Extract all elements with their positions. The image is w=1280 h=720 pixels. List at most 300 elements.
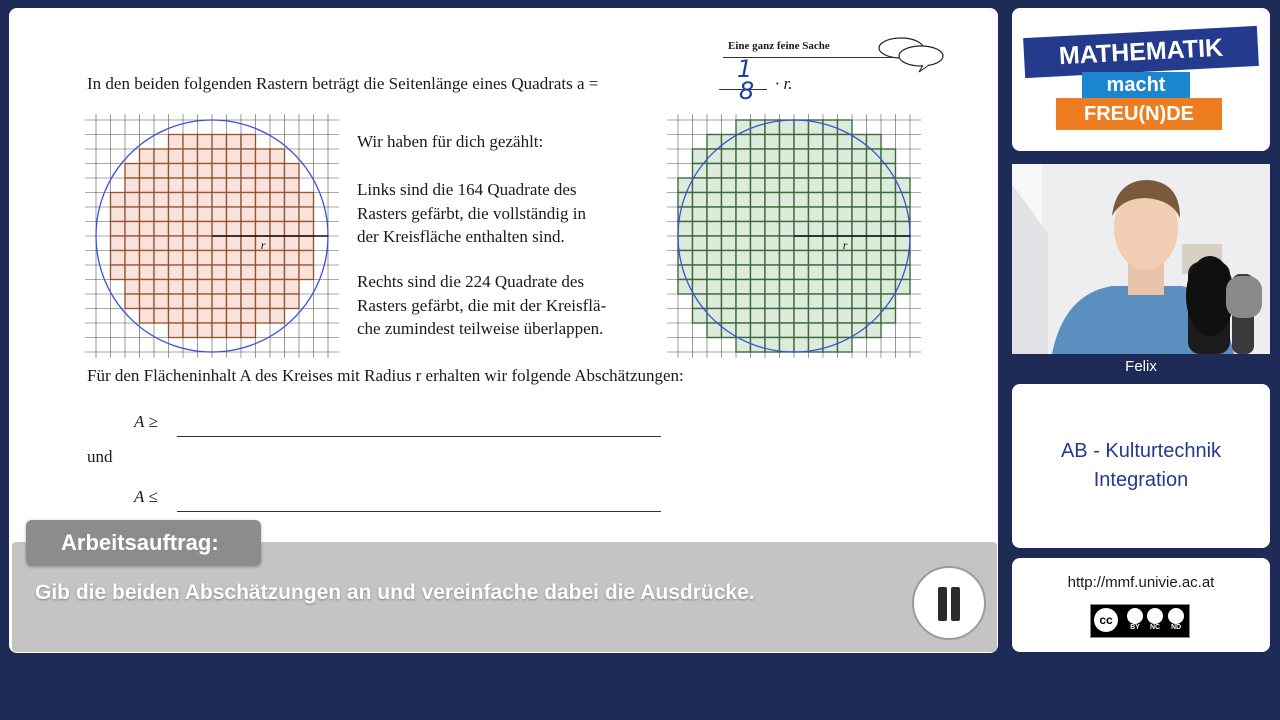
colored-square (241, 294, 256, 309)
noncommercial-icon (1147, 608, 1163, 624)
colored-square (256, 207, 271, 222)
colored-square (852, 236, 867, 251)
colored-square (241, 178, 256, 193)
colored-square (212, 309, 227, 324)
colored-square (722, 149, 737, 164)
colored-square (780, 164, 795, 179)
colored-square (838, 149, 853, 164)
license-term-nc: NC (1146, 608, 1164, 631)
colored-square (823, 164, 838, 179)
colored-square (838, 294, 853, 309)
colored-square (198, 323, 213, 338)
colored-square (154, 178, 169, 193)
colored-square (212, 222, 227, 237)
colored-square (881, 251, 896, 266)
colored-square (707, 164, 722, 179)
colored-square (183, 207, 198, 222)
colored-square (140, 149, 155, 164)
logo-freunde: FREU(N)DE (1056, 98, 1222, 130)
colored-square (125, 236, 140, 251)
colored-square (125, 207, 140, 222)
colored-square (256, 280, 271, 295)
colored-square (736, 164, 751, 179)
colored-square (198, 280, 213, 295)
colored-square (765, 265, 780, 280)
colored-square (794, 149, 809, 164)
colored-square (169, 178, 184, 193)
colored-square (780, 338, 795, 353)
colored-square (693, 207, 708, 222)
colored-square (270, 222, 285, 237)
pause-icon (938, 587, 947, 621)
colored-square (285, 193, 300, 208)
colored-square (270, 251, 285, 266)
colored-square (270, 193, 285, 208)
colored-square (780, 251, 795, 266)
colored-square (722, 294, 737, 309)
colored-square (867, 207, 882, 222)
colored-square (722, 265, 737, 280)
colored-square (707, 236, 722, 251)
colored-square (809, 309, 824, 324)
colored-square (780, 222, 795, 237)
presenter-video (1012, 164, 1270, 354)
colored-square (809, 294, 824, 309)
colored-square (751, 135, 766, 150)
colored-square (809, 178, 824, 193)
colored-square (212, 193, 227, 208)
colored-square (140, 193, 155, 208)
colored-square (140, 236, 155, 251)
colored-square (183, 294, 198, 309)
colored-square (736, 149, 751, 164)
colored-square (693, 236, 708, 251)
colored-square (227, 164, 242, 179)
colored-square (765, 323, 780, 338)
colored-square (270, 164, 285, 179)
colored-square (794, 120, 809, 135)
task-text: Gib die beiden Abschätzungen an und vereinfache dabei die Ausdrücke. (35, 581, 755, 604)
colored-square (212, 280, 227, 295)
colored-square (809, 280, 824, 295)
colored-square (125, 280, 140, 295)
colored-square (256, 309, 271, 324)
colored-square (823, 193, 838, 208)
colored-square (241, 236, 256, 251)
colored-square (867, 265, 882, 280)
colored-square (751, 265, 766, 280)
colored-square (852, 280, 867, 295)
colored-square (722, 251, 737, 266)
colored-square (794, 338, 809, 353)
lower-bound-answer-line[interactable] (177, 436, 661, 437)
colored-square (867, 236, 882, 251)
colored-square (299, 236, 314, 251)
colored-square (823, 207, 838, 222)
colored-square (794, 207, 809, 222)
colored-square (867, 251, 882, 266)
title-line-2: Integration (1093, 469, 1189, 491)
colored-square (140, 309, 155, 324)
colored-square (212, 149, 227, 164)
colored-square (751, 207, 766, 222)
colored-square (183, 164, 198, 179)
presenter-image (1012, 164, 1270, 354)
colored-square (722, 280, 737, 295)
colored-square (169, 207, 184, 222)
colored-square (198, 193, 213, 208)
colored-square (751, 149, 766, 164)
colored-square (241, 323, 256, 338)
colored-square (838, 178, 853, 193)
colored-square (809, 135, 824, 150)
colored-square (227, 193, 242, 208)
colored-square (125, 265, 140, 280)
colored-square (809, 207, 824, 222)
colored-square (852, 149, 867, 164)
colored-square (154, 149, 169, 164)
colored-square (809, 149, 824, 164)
colored-square (198, 164, 213, 179)
task-label: Arbeitsauftrag: (26, 520, 261, 566)
colored-square (198, 265, 213, 280)
colored-square (736, 309, 751, 324)
colored-square (693, 280, 708, 295)
colored-square (794, 164, 809, 179)
colored-square (183, 251, 198, 266)
colored-square (780, 120, 795, 135)
colored-square (183, 236, 198, 251)
colored-square (809, 222, 824, 237)
colored-square (183, 323, 198, 338)
colored-square (169, 236, 184, 251)
colored-square (823, 294, 838, 309)
fraction (715, 55, 771, 105)
colored-square (896, 222, 911, 237)
colored-square (154, 309, 169, 324)
connector-text: und (87, 447, 113, 466)
colored-square (154, 193, 169, 208)
colored-square (154, 265, 169, 280)
colored-square (794, 236, 809, 251)
colored-square (780, 207, 795, 222)
colored-square (707, 207, 722, 222)
colored-square (169, 309, 184, 324)
colored-square (241, 265, 256, 280)
colored-square (212, 164, 227, 179)
logo-mathematik: MATHEMATIK (1023, 26, 1259, 78)
colored-square (823, 251, 838, 266)
colored-square (867, 164, 882, 179)
colored-square (809, 164, 824, 179)
colored-square (736, 222, 751, 237)
logo-macht: macht (1082, 72, 1190, 99)
colored-square (285, 236, 300, 251)
colored-square (270, 236, 285, 251)
colored-square (270, 207, 285, 222)
colored-square (227, 135, 242, 150)
colored-square (227, 294, 242, 309)
colored-square (881, 222, 896, 237)
colored-square (256, 222, 271, 237)
upper-bound-answer-line[interactable] (177, 511, 661, 512)
colored-square (751, 280, 766, 295)
colored-square (693, 178, 708, 193)
colored-square (722, 236, 737, 251)
cc-icon: cc (1094, 608, 1118, 632)
colored-square (198, 236, 213, 251)
colored-square (270, 265, 285, 280)
colored-square (169, 193, 184, 208)
right-paragraph-line: che zumindest teilweise überlappen. (357, 319, 604, 338)
colored-square (270, 309, 285, 324)
colored-square (809, 193, 824, 208)
counted-heading: Wir haben für dich gezählt: (357, 132, 544, 151)
colored-square (852, 222, 867, 237)
colored-square (227, 251, 242, 266)
colored-square (111, 207, 126, 222)
title-line-1: AB - Kulturtechnik (1060, 440, 1222, 462)
colored-square (241, 207, 256, 222)
colored-square (852, 309, 867, 324)
colored-square (299, 222, 314, 237)
intro-suffix: · r. (775, 74, 793, 93)
colored-square (780, 265, 795, 280)
colored-square (736, 207, 751, 222)
right-paragraph (357, 270, 649, 341)
equals-icon (1168, 608, 1184, 624)
colored-square (736, 265, 751, 280)
colored-square (736, 323, 751, 338)
colored-square (198, 251, 213, 266)
colored-square (736, 236, 751, 251)
colored-square (823, 309, 838, 324)
left-paragraph-line: der Kreisfläche enthalten sind. (357, 227, 565, 246)
right-paragraph-line: Rasters gefärbt, die mit der Kreisflä- (357, 295, 607, 315)
colored-square (169, 251, 184, 266)
colored-square (765, 222, 780, 237)
colored-square (722, 222, 737, 237)
colored-square (140, 280, 155, 295)
colored-square (867, 280, 882, 295)
colored-square (751, 251, 766, 266)
colored-square (154, 164, 169, 179)
left-paragraph-line: Links sind die 164 Quadrate des (357, 180, 577, 199)
cc-license-badge (1090, 604, 1190, 638)
colored-square (707, 222, 722, 237)
colored-square (212, 135, 227, 150)
colored-square (867, 222, 882, 237)
colored-square (707, 294, 722, 309)
radius-label: r (842, 238, 848, 252)
colored-square (212, 323, 227, 338)
title-card (1012, 384, 1270, 548)
colored-square (780, 323, 795, 338)
colored-square (285, 280, 300, 295)
colored-square (111, 251, 126, 266)
colored-square (867, 193, 882, 208)
colored-square (751, 222, 766, 237)
colored-square (169, 280, 184, 295)
colored-square (838, 222, 853, 237)
colored-square (780, 149, 795, 164)
colored-square (154, 251, 169, 266)
colored-square (794, 135, 809, 150)
person-icon (1127, 608, 1143, 624)
estimate-sentence: Für den Flächeninhalt A des Kreises mit Radius r erhalten wir folgende Abschätzungen: (87, 366, 684, 385)
colored-square (838, 280, 853, 295)
colored-square (794, 251, 809, 266)
colored-square (241, 280, 256, 295)
colored-square (241, 149, 256, 164)
colored-square (765, 164, 780, 179)
colored-square (270, 178, 285, 193)
colored-square (852, 193, 867, 208)
colored-square (780, 178, 795, 193)
fraction-denominator: 8 (739, 77, 755, 105)
inner-squares-figure (85, 114, 339, 358)
colored-square (169, 265, 184, 280)
colored-square (852, 164, 867, 179)
speech-bubbles-icon (873, 34, 953, 74)
colored-square (809, 251, 824, 266)
fraction-numerator: 1 (737, 55, 753, 83)
colored-square (183, 149, 198, 164)
colored-square (285, 222, 300, 237)
colored-square (111, 193, 126, 208)
colored-square (125, 251, 140, 266)
colored-square (722, 309, 737, 324)
colored-square (154, 236, 169, 251)
colored-square (794, 178, 809, 193)
colored-square (838, 323, 853, 338)
colored-square (765, 309, 780, 324)
colored-square (765, 178, 780, 193)
colored-square (256, 178, 271, 193)
colored-square (780, 193, 795, 208)
colored-square (285, 178, 300, 193)
colored-square (270, 280, 285, 295)
colored-square (780, 294, 795, 309)
colored-square (809, 323, 824, 338)
colored-square (154, 280, 169, 295)
colored-square (823, 265, 838, 280)
colored-square (780, 280, 795, 295)
colored-square (838, 207, 853, 222)
colored-square (285, 251, 300, 266)
colored-square (823, 280, 838, 295)
colored-square (838, 164, 853, 179)
intro-text: In den beiden folgenden Rastern beträgt die Seitenlänge eines Quadrats a = (87, 74, 599, 93)
colored-square (125, 294, 140, 309)
colored-square (751, 294, 766, 309)
colored-square (140, 294, 155, 309)
colored-square (241, 251, 256, 266)
colored-square (299, 193, 314, 208)
colored-square (765, 193, 780, 208)
colored-square (765, 294, 780, 309)
colored-square (852, 207, 867, 222)
colored-square (125, 164, 140, 179)
colored-square (227, 309, 242, 324)
colored-square (736, 280, 751, 295)
colored-square (867, 178, 882, 193)
colored-square (140, 222, 155, 237)
colored-square (751, 323, 766, 338)
colored-square (241, 309, 256, 324)
colored-square (241, 222, 256, 237)
colored-square (736, 135, 751, 150)
colored-square (794, 309, 809, 324)
lower-bound-label: A ≥ (134, 412, 158, 431)
colored-square (765, 236, 780, 251)
colored-square (140, 251, 155, 266)
colored-square (838, 251, 853, 266)
website-url[interactable]: http://mmf.univie.ac.at (1067, 574, 1215, 591)
colored-square (198, 309, 213, 324)
colored-square (198, 178, 213, 193)
colored-square (809, 265, 824, 280)
colored-square (169, 164, 184, 179)
colored-square (198, 135, 213, 150)
colored-square (125, 178, 140, 193)
colored-square (823, 135, 838, 150)
pause-button[interactable] (912, 566, 986, 640)
colored-square (256, 265, 271, 280)
colored-square (111, 222, 126, 237)
pause-icon (951, 587, 960, 621)
colored-square (809, 236, 824, 251)
left-paragraph-line: Rasters gefärbt, die vollständig in (357, 203, 586, 223)
colored-square (241, 135, 256, 150)
colored-square (838, 309, 853, 324)
colored-square (838, 193, 853, 208)
colored-square (751, 164, 766, 179)
colored-square (765, 280, 780, 295)
colored-square (154, 222, 169, 237)
colored-square (169, 294, 184, 309)
colored-square (693, 251, 708, 266)
colored-square (227, 280, 242, 295)
colored-square (256, 193, 271, 208)
radius-label: r (260, 238, 266, 252)
presenter-name: Felix (1125, 358, 1157, 375)
colored-square (183, 222, 198, 237)
colored-square (881, 280, 896, 295)
colored-square (751, 193, 766, 208)
upper-bound-label: A ≤ (134, 487, 158, 506)
handwritten-note: Eine ganz feine Sache (728, 40, 830, 52)
colored-square (751, 236, 766, 251)
colored-square (227, 222, 242, 237)
colored-square (183, 193, 198, 208)
left-paragraph (357, 178, 649, 249)
colored-square (707, 265, 722, 280)
colored-square (154, 207, 169, 222)
colored-square (227, 236, 242, 251)
colored-square (881, 236, 896, 251)
colored-square (852, 251, 867, 266)
colored-square (678, 236, 693, 251)
colored-square (823, 222, 838, 237)
colored-square (198, 294, 213, 309)
right-paragraph-line: Rechts sind die 224 Quadrate des (357, 272, 585, 291)
colored-square (881, 193, 896, 208)
colored-square (227, 149, 242, 164)
colored-square (183, 178, 198, 193)
colored-square (693, 265, 708, 280)
colored-square (823, 149, 838, 164)
